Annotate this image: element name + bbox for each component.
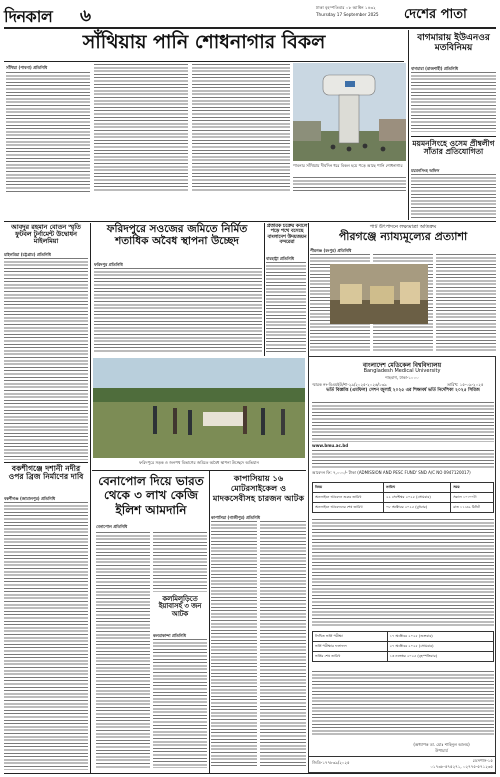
schedule-cell: সকাল ১০:০০টা <box>451 493 494 503</box>
right-story2-body <box>411 174 496 220</box>
left-story-body <box>4 258 88 460</box>
advert-instructions <box>312 450 494 468</box>
advert-address: শাহবাগ, ঢাকা-১০০০ <box>385 375 419 380</box>
middle-story-byline: বারহাট্টা প্রতিনিধি <box>266 256 294 261</box>
demolition-image <box>93 358 305 458</box>
benapole-body-col1 <box>96 532 150 768</box>
middle-story-headline: প্রতারক চক্রের কবলে পড়ে পথে বসেছে বাংলাদেশ উদয়জয়ন বন্দরেরা <box>266 224 308 245</box>
newspaper-logo: দিনকাল <box>4 7 53 26</box>
pirganj-byline: পীরগঞ্জ (রংপুর) প্রতিনিধি <box>310 248 352 253</box>
water-tower-image <box>293 63 406 161</box>
advert-footer-contact: ০১৭৩৮-৫৭৫২৭১, ০২৭৭৫-৫৭১২৩৫ <box>430 764 493 769</box>
lead-rule <box>4 61 404 62</box>
kalmakanda-byline: কলমাকান্দা প্রতিনিধি <box>153 633 186 638</box>
pirganj-headline: পীরগঞ্জে ন্যায্যমূল্যের প্রত্যাশা <box>338 230 468 243</box>
kapasia-body-col2 <box>260 521 306 768</box>
middle-rule <box>264 223 265 356</box>
faridpur-byline: ফরিদপুর প্রতিনিধি <box>94 262 123 267</box>
advert-schedule-table <box>312 482 494 513</box>
right-story-body <box>411 72 496 132</box>
kapasia-byline: কাপাসিয়া (গাজীপুর) প্রতিনিধি <box>211 515 261 520</box>
lead-body-col1 <box>6 72 90 192</box>
exam-row <box>313 632 494 642</box>
right-column-rule <box>408 30 409 220</box>
middle-story-body <box>266 262 306 354</box>
exam-cell: লিখিত ভর্তি পরীক্ষা <box>313 632 388 642</box>
advert-conditions <box>312 519 494 627</box>
schedule-cell: রাত ১১:৫৯ মিনিট <box>451 503 494 513</box>
advert-signatory: (অধ্যাপক ডা. মোঃ শাহিনুল আলম) <box>413 742 470 747</box>
masthead <box>4 4 496 26</box>
pirganj-photo <box>330 264 428 324</box>
faridpur-body <box>94 268 262 354</box>
exam-row <box>313 652 494 662</box>
bakshiganj-body <box>4 502 88 770</box>
advert-intro <box>312 402 494 442</box>
schedule-header-row <box>313 483 494 493</box>
advert-org-en: Bangladesh Medical University <box>363 368 441 374</box>
advert-exam-table <box>312 631 494 662</box>
exam-cell: ১৭ অক্টোবর ২০২৫ (শুক্রবার) <box>387 632 493 642</box>
bakshiganj-headline: বকশীগঞ্জে দশানী নদীর ওপর ব্রিজ নির্মাণের দাবি <box>8 464 84 482</box>
lead-body-col2 <box>94 64 188 192</box>
right-story-byline: বাগমারা (রাজশাহী) প্রতিনিধি <box>411 66 458 71</box>
kalmakanda-headline: কলমিলুড়িতে ইয়াবাসহ ৩ জন আটক <box>158 595 202 618</box>
page-number: ৬ <box>80 6 92 26</box>
advert-title: ভর্তি বিজ্ঞপ্তি (এমফিল) সেশন জুলাই ২০২৫ এর শিক্ষাবর্ষ ভর্তি নির্দেশিকা ২০২৫ সিরিজ <box>326 388 480 393</box>
section-title: দেশের পাতা <box>404 7 467 22</box>
faridpur-photo-caption: ফরিদপুরে সড়ক ও জনপথ বিভাগের জমিতে অবৈধ স্থাপনা উচ্ছেদে অভিযান <box>139 460 259 465</box>
right-story-headline: বাগমারায় ইউএনওর মতবিনিময় <box>417 33 490 53</box>
schedule-header-cell: সময় <box>451 483 494 493</box>
left-story-headline: আবদুর রহমান বোতন স্মৃতি ফুটবল টুর্নামেন্ট উদ্বোধন মাইলমিয়া <box>11 223 81 246</box>
benapole-body-col2 <box>153 532 207 592</box>
benapole-headline: বেনাপোল দিয়ে ভারত থেকে ৩ লাখ কেজি ইলিশ আমদানি <box>98 474 204 517</box>
left-story-byline: মাইলমিয়া (চট্টগ্রাম) প্রতিনিধি <box>4 252 51 257</box>
pirganj-kicker: পাট উৎপাদনে লক্ষ্যমাত্রা অতিক্রম <box>369 224 437 230</box>
exam-cell: ১৩ নভেম্বর ২০২৫ (বৃহস্পতিবার) <box>387 652 493 662</box>
schedule-header-cell: বিষয় <box>313 483 384 493</box>
advert-date: তারিখ: ১৫-০৯-২০২৫ <box>447 382 484 387</box>
advert-ref: স্মারক নং-বিএমইউ/শা-২৯/২০২৫-২০২৬/১৩৯ <box>312 382 387 387</box>
schedule-header-cell: তারিখ <box>384 483 451 493</box>
benapole-byline: বেনাপোল প্রতিনিধি <box>96 524 128 529</box>
schedule-cell: অনলাইনে আবেদন শুরুর তারিখ <box>313 493 384 503</box>
schedule-cell: ২২ সেপ্টেম্বর ২০২৫ (সোমবার) <box>384 493 451 503</box>
schedule-cell: ০৮ অক্টোবর ২০২৫ (বুধবার) <box>384 503 451 513</box>
advert-fee-note: আবেদন ফি: ৭,০০০/- টাকা (ADMISSION AND PESC FUND' SND A/C NO 0947120017) <box>312 470 471 475</box>
right-story2-headline: ময়মনসিংহে ওসেম প্রীম্বলীগ সাঁতার প্রতিযোগিতা <box>412 139 495 157</box>
schedule-row <box>313 503 494 513</box>
faridpur-photo <box>93 358 305 458</box>
lead-body-col3 <box>192 64 290 192</box>
schedule-row <box>313 493 494 503</box>
jute-market-image <box>330 264 428 324</box>
exam-cell: ভর্তির শেষ তারিখ <box>313 652 388 662</box>
kapasia-rule <box>209 471 210 773</box>
advert-notes <box>312 671 494 737</box>
faridpur-headline: ফরিদপুরে সওজের জমিতে নির্মিত শতাধিক অবৈধ স্থাপনা উচ্ছেদ <box>106 223 248 247</box>
bakshiganj-byline: বকশীগঞ্জ (জামালপুর) প্রতিনিধি <box>4 496 56 501</box>
kalmakanda-body <box>153 639 207 768</box>
university-advert <box>308 356 496 773</box>
advert-footer-right: ডেসপাস-১৫ <box>472 758 493 763</box>
advert-org-bn: বাংলাদেশ মেডিকেল বিশ্ববিদ্যালয় <box>362 362 442 369</box>
kapasia-body-col1 <box>211 521 257 768</box>
masthead-rule <box>4 27 496 29</box>
advert-footer-rule <box>309 756 495 757</box>
advert-footer-code: জিডি-১৭৭৮৩৯/২০২৫ <box>312 760 350 765</box>
lead-photo-caption: পাবনার সাঁথিয়ায় দীর্ঘদিন ধরে বিকল হয়ে পড়ে আছে পানি শোধনাগার <box>293 163 403 168</box>
exam-cell: ভর্তি পরীক্ষার ফলাফল <box>313 642 388 652</box>
left-story-rule <box>4 462 88 463</box>
lead-headline: সাঁথিয়ায় পানি শোধনাগার বিকল <box>82 31 326 53</box>
benapole-top-rule <box>92 470 306 471</box>
right-story-rule <box>411 136 496 137</box>
advert-signatory-title: উপাচার্য <box>435 748 448 753</box>
exam-cell: ২৭ অক্টোবর ২০২৫ (সোমবার) <box>387 642 493 652</box>
pirganj-body-col3 <box>436 254 496 352</box>
page-bottom-rule <box>4 773 496 774</box>
lead-photo <box>293 63 406 161</box>
row2-rule <box>4 221 496 222</box>
schedule-cell: অনলাইনে আবেদনের শেষ তারিখ <box>313 503 384 513</box>
lead-body-col4 <box>293 177 406 192</box>
advert-website: www.bmu.ac.bd <box>312 443 349 448</box>
exam-row <box>313 642 494 652</box>
kapasia-headline: কাপাসিয়ায় ১৬ মোটরসাইকেল ও মাদকসেবীসহ চারজন আটক <box>212 473 305 503</box>
right-story2-byline: ময়মনসিংহ অফিস <box>411 168 440 173</box>
lead-byline: সাঁথিয়া (পাবনা) প্রতিনিধি <box>6 65 48 70</box>
left-column-rule <box>90 223 91 773</box>
issue-date-bn: ঢাকা বৃহস্পতিবার ০৮ আশ্বিন ১৪৩২ <box>316 5 376 10</box>
issue-date-en: Thursday 17 September 2025 <box>316 12 379 17</box>
